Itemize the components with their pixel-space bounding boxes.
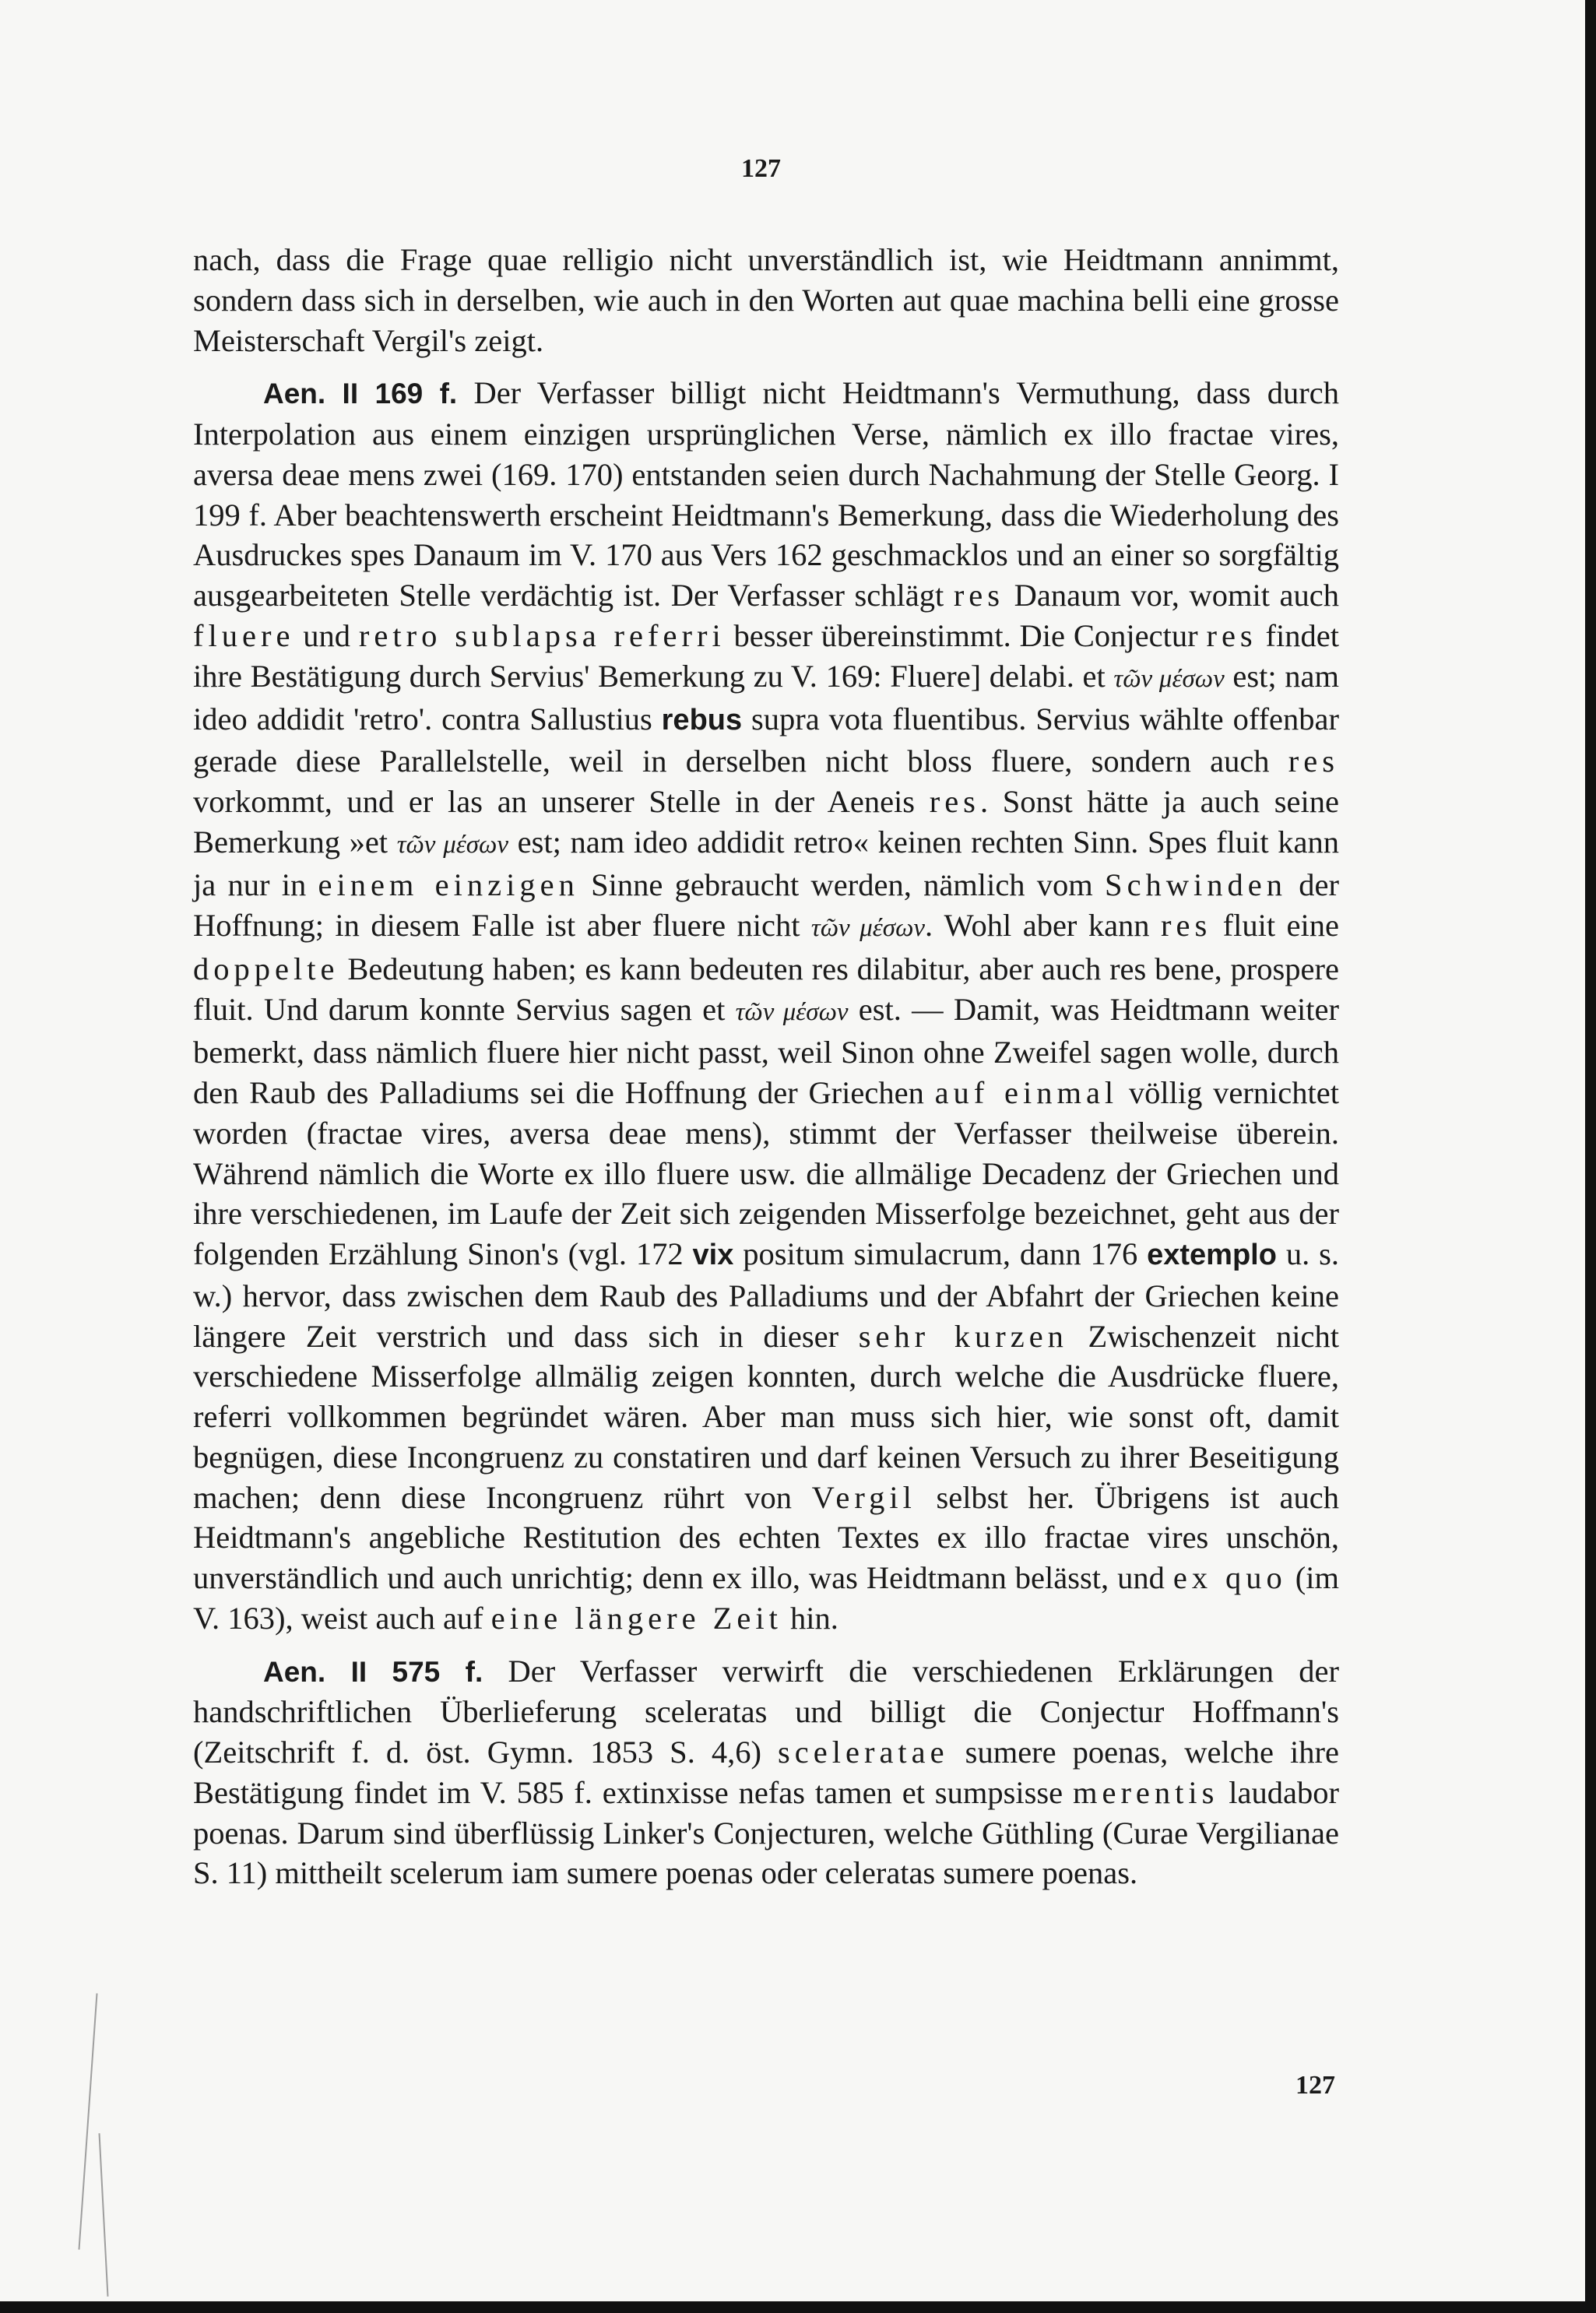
text-run: Bedeutung haben; es kann bedeuten res dilabitur, aber auch res bene, prospere fluit. Und darum konnte Servius sagen et [193, 951, 1339, 1027]
spaced-text: res [929, 783, 980, 819]
spaced-text: eine längere Zeit [490, 1600, 782, 1636]
spaced-text: fluere [193, 617, 295, 653]
spaced-text: sehr kurzen [858, 1318, 1068, 1354]
text-run: positum simulacrum, dann 176 [733, 1236, 1148, 1271]
text-run: besser übereinstimmt. Die Conjectur [725, 617, 1207, 653]
text-run: est; nam ideo addidit retro« keinen rechten Sinn. Spes fluit kann ja nur in [193, 824, 1339, 903]
spaced-text: ex quo [1172, 1560, 1287, 1595]
text-run: findet ihre Bestätigung durch Servius' Bemerkung zu V. 169: Fluere] delabi. et [193, 617, 1340, 694]
text-run: Der Verfasser verwirft die verschiedenen Erklärungen der handschriftlichen Überlieferung sceleratas und billigt die Conjectur Hoffmann's (Zeitschrift f. d. öst. Gymn. 1853 S. 4,6) [193, 1653, 1339, 1770]
section-heading-aen-575: Aen. II 575 f. [263, 1655, 483, 1688]
bold-text: vix [692, 1239, 734, 1271]
text-run: Der Verfasser billigt nicht Heidtmann's Vermuthung, dass durch Interpolation aus einem einzigen ursprünglichen Verse, nämlich ex illo fractae vires, aversa deae mens zwei (169. 170) entstanden seien durch Nachahmung der Stelle Georg. I 199 f. Aber beachtenswerth erscheint Heidtmann's Bemerkung, dass die Wiederholung des Ausdruckes spes Danaum im V. 170 aus Vers 162 geschmacklos und an einer so sorgfältig ausgearbeiteten Stelle verdächtig ist. Der Verfasser schlägt [193, 375, 1339, 613]
paragraph-aen-169 [193, 373, 1339, 1638]
bold-text: extemplo [1147, 1239, 1277, 1271]
text-run: völlig vernichtet worden (fractae vires, aversa deae mens), stimmt der Verfasser theilweise überein. Während nämlich die Worte ex illo fluere usw. die allmälige Decadenz der Griechen und ihre verschiedenen, im Laufe der Zeit sich zeigenden Misserfolge bezeichnet, geht aus der folgenden Erzählung Sinon's (vgl. 172 [193, 1075, 1340, 1271]
body-text [193, 240, 1339, 1893]
greek-text: τῶν μέσων [810, 914, 926, 942]
text-run: selbst her. Übrigens ist auch Heidtmann's angebliche Restitution des echten Textes ex illo fractae vires unschön, unverständlich und auch unrichtig; denn ex illo, was Heidtmann belässt, und [193, 1479, 1339, 1595]
spaced-text: merentis [1072, 1774, 1219, 1810]
text-run: Danaum vor, womit auch [1004, 578, 1340, 613]
spaced-text: res [1160, 908, 1212, 943]
greek-text: τῶν μέσων [1113, 664, 1225, 693]
page-number-top: 127 [741, 154, 781, 183]
text-run: supra vota fluentibus. Servius wählte offenbar gerade diese Parallelstelle, weil in derselben nicht bloss fluere, sondern auch [193, 701, 1339, 779]
text-run: Zwischenzeit nicht verschiedene Misserfolge allmälig zeigen konnten, durch welche die Ausdrücke fluere, referri vollkommen begründet wären. Aber man muss sich hier, wie sonst oft, damit begnügen, diese Incongruenz zu constatiren und darf keinen Versuch zu ihrer Beseitigung machen; denn diese Incongruenz rührt von [193, 1318, 1339, 1515]
greek-text: τῶν μέσων [735, 997, 849, 1026]
spaced-text: einem einzigen [318, 867, 579, 903]
scan-artifact-line [99, 2133, 109, 2297]
text-run: hin. [782, 1600, 838, 1636]
section-heading-aen-169: Aen. II 169 f. [263, 378, 458, 410]
text-run: . Sonst hätte ja auch seine Bemerkung »et [193, 783, 1339, 859]
spaced-text: auf einmal [934, 1075, 1119, 1110]
spaced-text: res [1288, 743, 1339, 779]
text-run: . Wohl aber kann [925, 908, 1161, 943]
text-run: laudabor poenas. Darum sind überflüssig Linker's Conjecturen, welche Güthling (Curae Vergilianae S. 11) mittheilt scelerum iam sumere poenas oder celeratas sumere poenas. [193, 1774, 1339, 1891]
paragraph-1: nach, dass die Frage quae relligio nicht unverständlich ist, wie Heidtmann annimmt, sondern dass sich in derselben, wie auch in den Worten aut quae machina belli eine grosse Meisterschaft Vergil's zeigt. [193, 242, 1339, 358]
text-run: Sinne gebraucht werden, nämlich vom [578, 867, 1106, 903]
spaced-text: Schwinden [1105, 867, 1288, 903]
spaced-text: res [1206, 617, 1257, 653]
scan-artifact-line [78, 1993, 97, 2249]
paragraph-aen-575 [193, 1651, 1339, 1894]
text-run: sumere poenas, welche ihre Bestätigung findet im V. 585 f. extinxisse nefas tamen et sumpsisse [193, 1735, 1339, 1810]
spaced-text: retro sublapsa referri [358, 617, 726, 653]
spaced-text: res [953, 578, 1005, 613]
text-run: est. — Damit, was Heidtmann weiter bemerkt, dass nämlich fluere hier nicht passt, weil Sinon ohne Zweifel sagen wolle, durch den Raub des Palladiums sei die Hoffnung der Griechen [193, 991, 1339, 1110]
greek-text: τῶν μέσων [396, 830, 508, 859]
bold-text: rebus [661, 704, 743, 737]
text-run: (im V. 163), weist auch auf [193, 1560, 1340, 1636]
text-run: vorkommt, und er las an unserer Stelle in der Aeneis [193, 783, 930, 819]
text-run: und [294, 617, 359, 653]
page-number-bottom: 127 [1295, 2071, 1335, 2100]
text-run: est; nam ideo addidit 'retro'. contra Sallustius [193, 658, 1339, 737]
text-run: fluit eine [1211, 908, 1340, 943]
text-run: u. s. w.) hervor, dass zwischen dem Raub des Palladiums und der Abfahrt der Griechen keine längere Zeit verstrich und dass sich in dieser [193, 1236, 1339, 1354]
spaced-text: Vergil [811, 1479, 916, 1515]
spaced-text: sceleratae [778, 1735, 949, 1770]
text-run: der Hoffnung; in diesem Falle ist aber fluere nicht [193, 867, 1339, 943]
spaced-text: doppelte [193, 951, 339, 986]
